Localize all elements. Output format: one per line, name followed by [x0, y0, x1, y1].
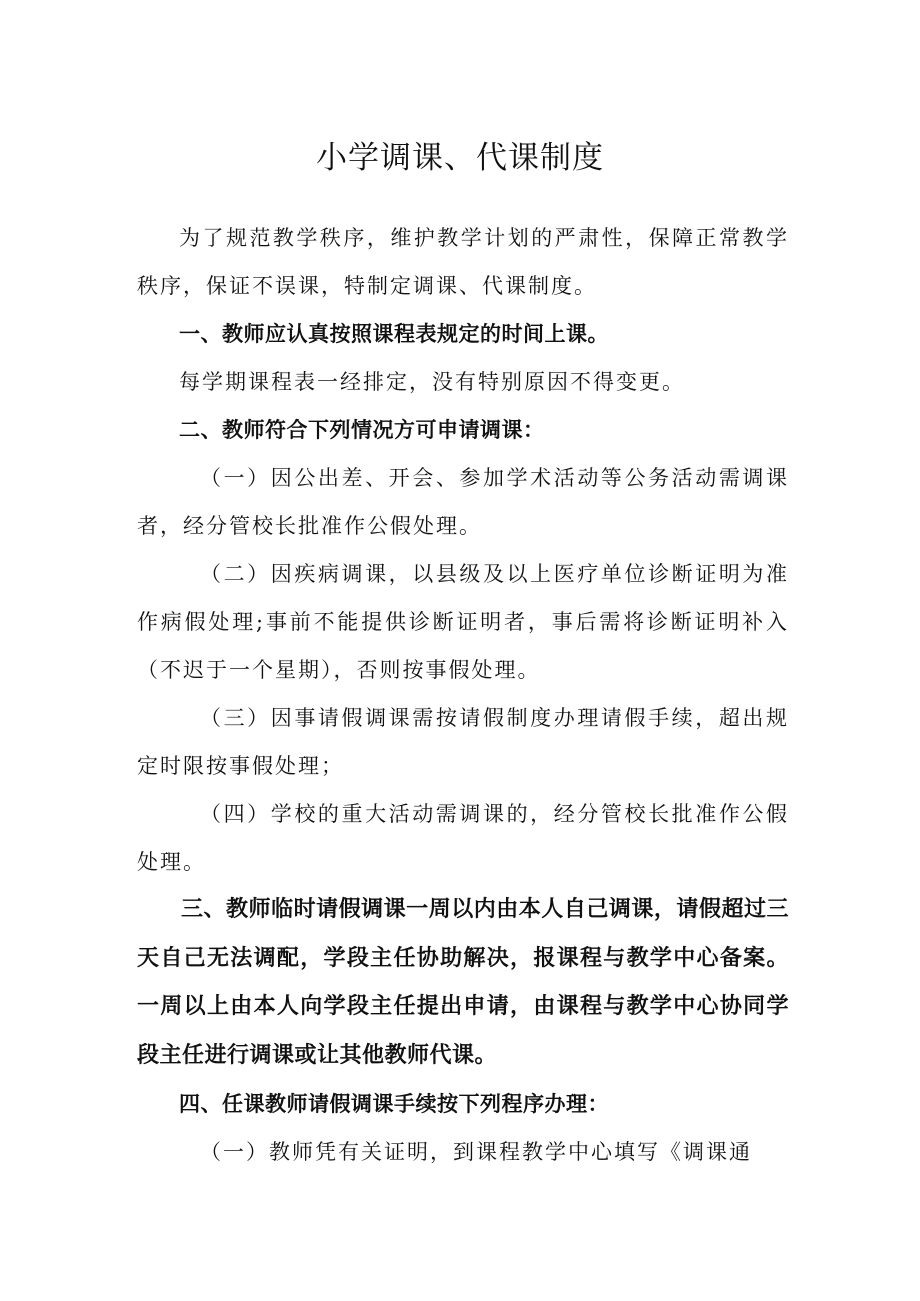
section-2-item-1: （一）因公出差、开会、参加学术活动等公务活动需调课者，经分管校长批准作公假处理。 [137, 466, 789, 538]
intro-paragraph: 为了规范教学秩序，维护教学计划的严肃性，保障正常教学秩序，保证不误课，特制定调课、代课制度。 [137, 226, 789, 298]
section-4-heading: 四、任课教师请假调课手续按下列程序办理： [179, 1092, 609, 1116]
section-1-heading: 一、教师应认真按照课程表规定的时间上课。 [179, 322, 609, 346]
document-body [137, 214, 789, 1176]
section-3-text: 三、教师临时请假调课一周以内由本人自己调课，请假超过三天自己无法调配，学段主任协助解决，报课程与教学中心备案。一周以上由本人向学段主任提出申请，由课程与教学中心协同学段主任进行调课或让其他教师代课。 [137, 897, 789, 1068]
page-title: 小学调课、代课制度 [316, 140, 604, 176]
section-2-item-4: （四）学校的重大活动需调课的，经分管校长批准作公假处理。 [137, 802, 789, 874]
section-2-item-3: （三）因事请假调课需按请假制度办理请假手续，超出规定时限按事假处理； [137, 706, 789, 778]
section-2-heading: 二、教师符合下列情况方可申请调课： [179, 418, 545, 442]
section-4-item-1: （一）教师凭有关证明，到课程教学中心填写《调课通 [200, 1140, 752, 1164]
section-2-item-2: （二）因疾病调课，以县级及以上医疗单位诊断证明为准作病假处理;事前不能提供诊断证明者，事后需将诊断证明补入（不迟于一个星期），否则按事假处理。 [137, 562, 789, 682]
section-1-text: 每学期课程表一经排定，没有特别原因不得变更。 [179, 370, 685, 394]
